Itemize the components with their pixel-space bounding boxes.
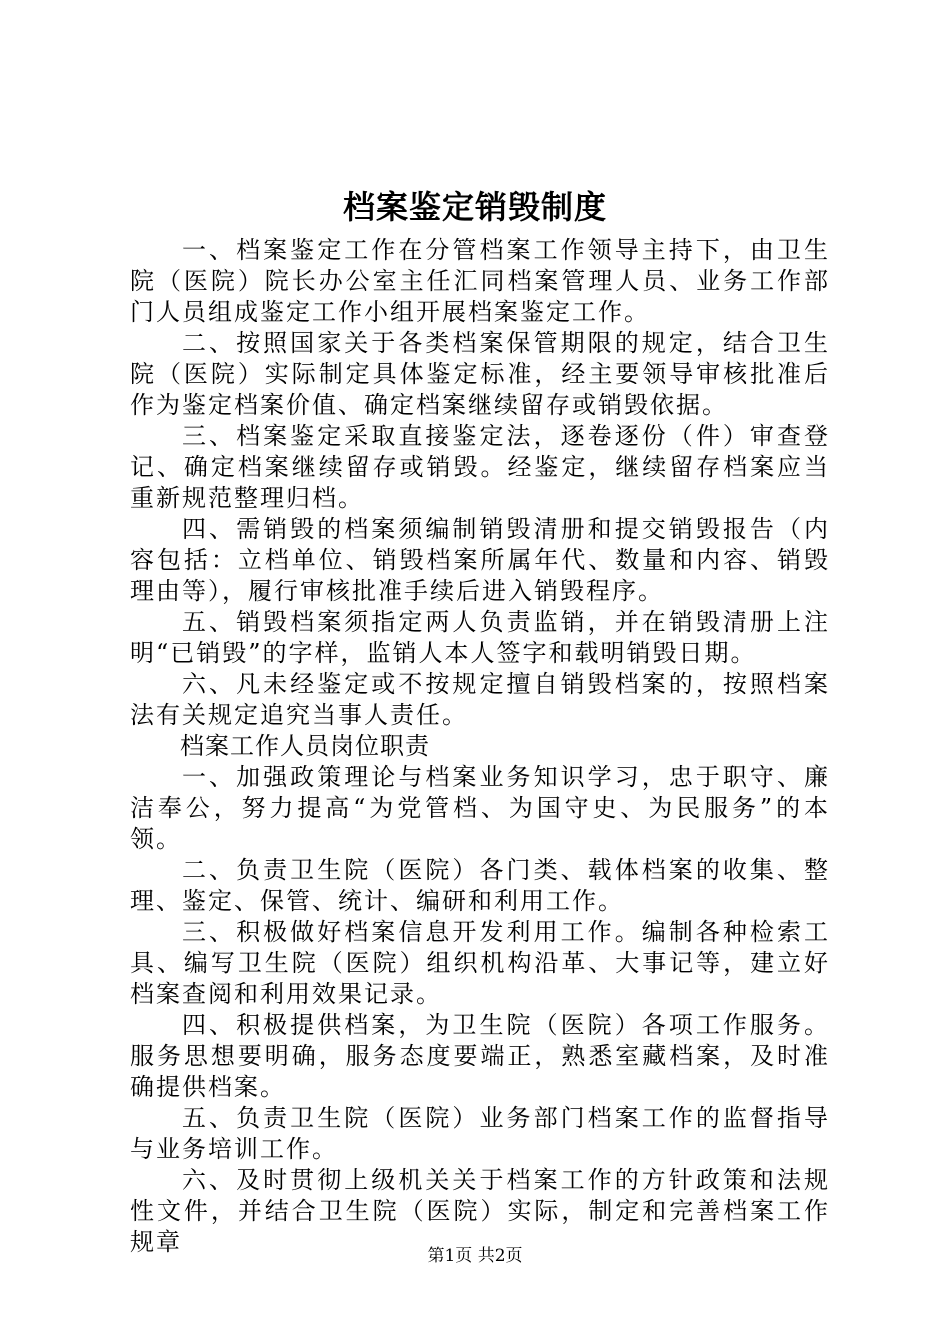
- duty-paragraph-3: 三、积极做好档案信息开发利用工作。编制各种检索工具、编写卫生院（医院）组织机构沿革、大事记等，建立好档案查阅和利用效果记录。: [130, 918, 830, 1008]
- paragraph-5: 五、销毁档案须指定两人负责监销，并在销毁清册上注明“已销毁”的字样，监销人本人签字和载明销毁日期。: [130, 608, 830, 667]
- duty-paragraph-1: 一、加强政策理论与档案业务知识学习，忠于职守、廉洁奉公，努力提高“为党管档、为国守史、为民服务”的本领。: [130, 763, 830, 853]
- document-title: 档案鉴定销毁制度: [342, 188, 607, 226]
- duty-paragraph-5: 五、负责卫生院（医院）业务部门档案工作的监督指导与业务培训工作。: [130, 1104, 830, 1163]
- page-footer: 第1页 共2页: [427, 1246, 523, 1266]
- duty-paragraph-4: 四、积极提供档案，为卫生院（医院）各项工作服务。服务思想要明确，服务态度要端正，熟悉室藏档案，及时准确提供档案。: [130, 1011, 830, 1101]
- paragraph-6: 六、凡未经鉴定或不按规定擅自销毁档案的，按照档案法有关规定追究当事人责任。: [130, 670, 830, 729]
- section-subheading: 档案工作人员岗位职责: [180, 732, 430, 760]
- duty-paragraph-6: 六、及时贯彻上级机关关于档案工作的方针政策和法规性文件，并结合卫生院（医院）实际，制定和完善档案工作规章: [130, 1166, 830, 1256]
- document-body: [130, 235, 830, 1258]
- paragraph-4: 四、需销毁的档案须编制销毁清册和提交销毁报告（内容包括：立档单位、销毁档案所属年代、数量和内容、销毁理由等），履行审核批准手续后进入销毁程序。: [130, 515, 830, 605]
- duty-paragraph-2: 二、负责卫生院（医院）各门类、载体档案的收集、整理、鉴定、保管、统计、编研和利用工作。: [130, 856, 830, 915]
- paragraph-1: 一、档案鉴定工作在分管档案工作领导主持下，由卫生院（医院）院长办公室主任汇同档案管理人员、业务工作部门人员组成鉴定工作小组开展档案鉴定工作。: [130, 236, 830, 326]
- paragraph-2: 二、按照国家关于各类档案保管期限的规定，结合卫生院（医院）实际制定具体鉴定标准，经主要领导审核批准后作为鉴定档案价值、确定档案继续留存或销毁依据。: [130, 329, 830, 419]
- paragraph-3: 三、档案鉴定采取直接鉴定法，逐卷逐份（件）审查登记、确定档案继续留存或销毁。经鉴定，继续留存档案应当重新规范整理归档。: [130, 422, 830, 512]
